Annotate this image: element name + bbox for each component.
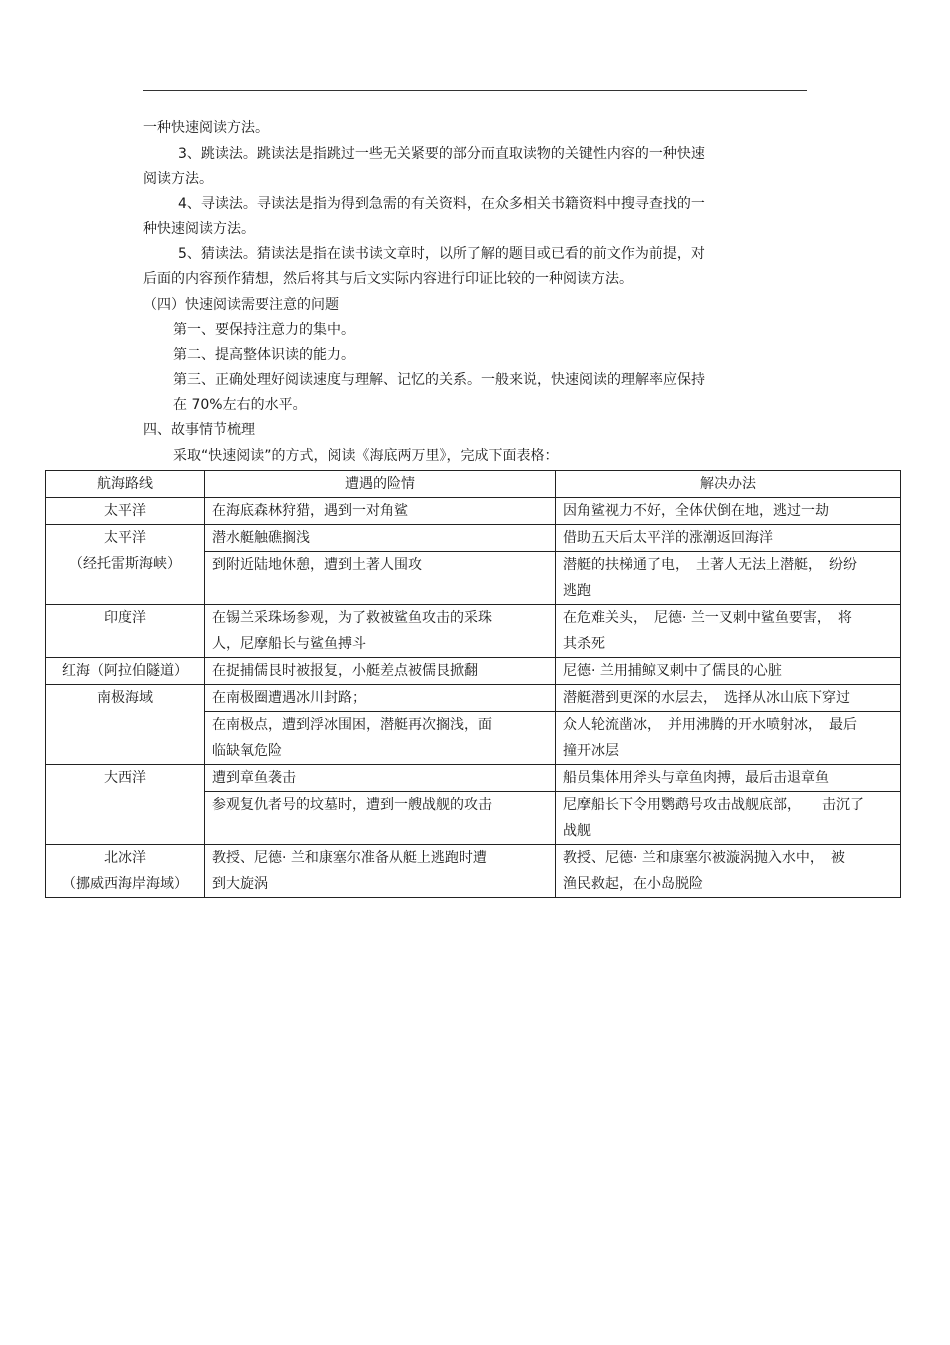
danger-cell [205, 525, 556, 552]
danger-line: 潜水艇触礁搁浅 [212, 530, 310, 546]
text-line: 在 70%左右的水平。 [173, 397, 307, 413]
table-row [46, 498, 901, 525]
solution-line: 船员集体用斧头与章鱼肉搏，最后击退章鱼 [563, 770, 829, 786]
text-line: 3、跳读法。跳读法是指跳过一些无关紧要的部分而直取读物的关键性内容的一种快速 [178, 146, 705, 162]
solution-line: 因角鲨视力不好，全体伏倒在地，逃过一劫 [563, 503, 829, 519]
danger-line: 在南极点，遭到浮冰围困，潜艇再次搁浅，面 [212, 717, 492, 733]
danger-cell [205, 498, 556, 525]
route-line: 南极海域 [97, 690, 153, 706]
route-line: （挪威西海岸海域） [62, 876, 188, 892]
solution-line: 尼德· 兰用捕鲸叉刺中了儒艮的心脏 [563, 663, 782, 679]
header-danger: 遭遇的险情 [205, 471, 556, 498]
danger-line: 临缺氧危险 [212, 743, 282, 759]
table-row [46, 765, 901, 792]
danger-line: 到附近陆地休憩，遭到土著人围攻 [212, 557, 422, 573]
solution-cell [556, 845, 901, 898]
text-line: 第三、正确处理好阅读速度与理解、记忆的关系。一般来说，快速阅读的理解率应保持 [173, 372, 705, 388]
danger-line: 在锡兰采珠场参观，为了救被鲨鱼攻击的采珠 [212, 610, 492, 626]
solution-line: 撞开冰层 [563, 743, 619, 759]
danger-line: 在捉捕儒艮时被报复，小艇差点被儒艮掀翻 [212, 663, 478, 679]
solution-cell [556, 712, 901, 765]
table-row [46, 845, 901, 898]
route-cell [46, 605, 205, 658]
solution-line: 尼摩船长下令用鹦鹉号攻击战舰底部， 击沉了 [563, 797, 864, 813]
section-heading: 四、故事情节梳理 [143, 422, 255, 438]
solution-cell [556, 658, 901, 685]
table-row [46, 685, 901, 712]
danger-line: 教授、尼德· 兰和康塞尔准备从艇上逃跑时遭 [212, 850, 487, 866]
solution-line: 战舰 [563, 823, 591, 839]
story-table [45, 470, 901, 898]
danger-cell [205, 845, 556, 898]
danger-line: 在南极圈遭遇冰川封路； [212, 690, 366, 706]
text-line: 4、寻读法。寻读法是指为得到急需的有关资料，在众多相关书籍资料中搜寻查找的一 [178, 196, 705, 212]
table-header-row [46, 471, 901, 498]
route-cell [46, 658, 205, 685]
danger-cell [205, 658, 556, 685]
danger-line: 在海底森林狩猎，遇到一对角鲨 [212, 503, 408, 519]
route-cell [46, 765, 205, 845]
route-line: 北冰洋 [104, 850, 146, 866]
text-line: 种快速阅读方法。 [143, 221, 255, 237]
table-row [46, 605, 901, 658]
route-cell [46, 685, 205, 765]
solution-line: 其杀死 [563, 636, 605, 652]
solution-line: 渔民救起，在小岛脱险 [563, 876, 703, 892]
danger-cell [205, 552, 556, 605]
danger-line: 遭到章鱼袭击 [212, 770, 296, 786]
solution-cell [556, 765, 901, 792]
route-line: 太平洋 [104, 530, 146, 546]
route-line: （经托雷斯海峡） [69, 556, 181, 572]
solution-cell [556, 525, 901, 552]
route-cell [46, 498, 205, 525]
header-route: 航海路线 [46, 471, 205, 498]
danger-cell [205, 685, 556, 712]
route-cell [46, 525, 205, 605]
text-line: 后面的内容预作猜想，然后将其与后文实际内容进行印证比较的一种阅读方法。 [143, 271, 633, 287]
route-line: 太平洋 [104, 503, 146, 519]
text-line: 5、猜读法。猜读法是指在读书读文章时，以所了解的题目或已看的前文作为前提，对 [178, 246, 705, 262]
route-line: 红海（阿拉伯隧道） [62, 663, 188, 679]
solution-cell [556, 685, 901, 712]
danger-line: 到大旋涡 [212, 876, 268, 892]
text-line: 第一、要保持注意力的集中。 [173, 322, 355, 338]
danger-cell [205, 765, 556, 792]
solution-line: 教授、尼德· 兰和康塞尔被漩涡抛入水中， 被 [563, 850, 845, 866]
solution-cell [556, 605, 901, 658]
danger-line: 参观复仇者号的坟墓时，遭到一艘战舰的攻击 [212, 797, 492, 813]
text-line: 采取“快速阅读”的方式，阅读《海底两万里》，完成下面表格： [173, 448, 559, 464]
solution-line: 潜艇的扶梯通了电， 土著人无法上潜艇， 纷纷 [563, 557, 857, 573]
table-row [46, 658, 901, 685]
header-rule [143, 90, 807, 91]
text-line: 阅读方法。 [143, 171, 213, 187]
text-line: 第二、提高整体识读的能力。 [173, 347, 355, 363]
route-cell [46, 845, 205, 898]
solution-line: 逃跑 [563, 583, 591, 599]
danger-cell [205, 792, 556, 845]
solution-cell [556, 498, 901, 525]
route-line: 印度洋 [104, 610, 146, 626]
header-solution: 解决办法 [556, 471, 901, 498]
solution-line: 众人轮流凿冰， 并用沸腾的开水喷射冰， 最后 [563, 717, 857, 733]
table-row [46, 525, 901, 552]
section-heading: （四）快速阅读需要注意的问题 [143, 297, 339, 313]
text-line: 一种快速阅读方法。 [143, 120, 269, 136]
solution-cell [556, 552, 901, 605]
danger-cell [205, 605, 556, 658]
solution-line: 潜艇潜到更深的水层去， 选择从冰山底下穿过 [563, 690, 850, 706]
danger-cell [205, 712, 556, 765]
solution-line: 借助五天后太平洋的涨潮返回海洋 [563, 530, 773, 546]
danger-line: 人，尼摩船长与鲨鱼搏斗 [212, 636, 366, 652]
route-line: 大西洋 [104, 770, 146, 786]
solution-cell [556, 792, 901, 845]
solution-line: 在危难关头， 尼德· 兰一叉刺中鲨鱼要害， 将 [563, 610, 852, 626]
